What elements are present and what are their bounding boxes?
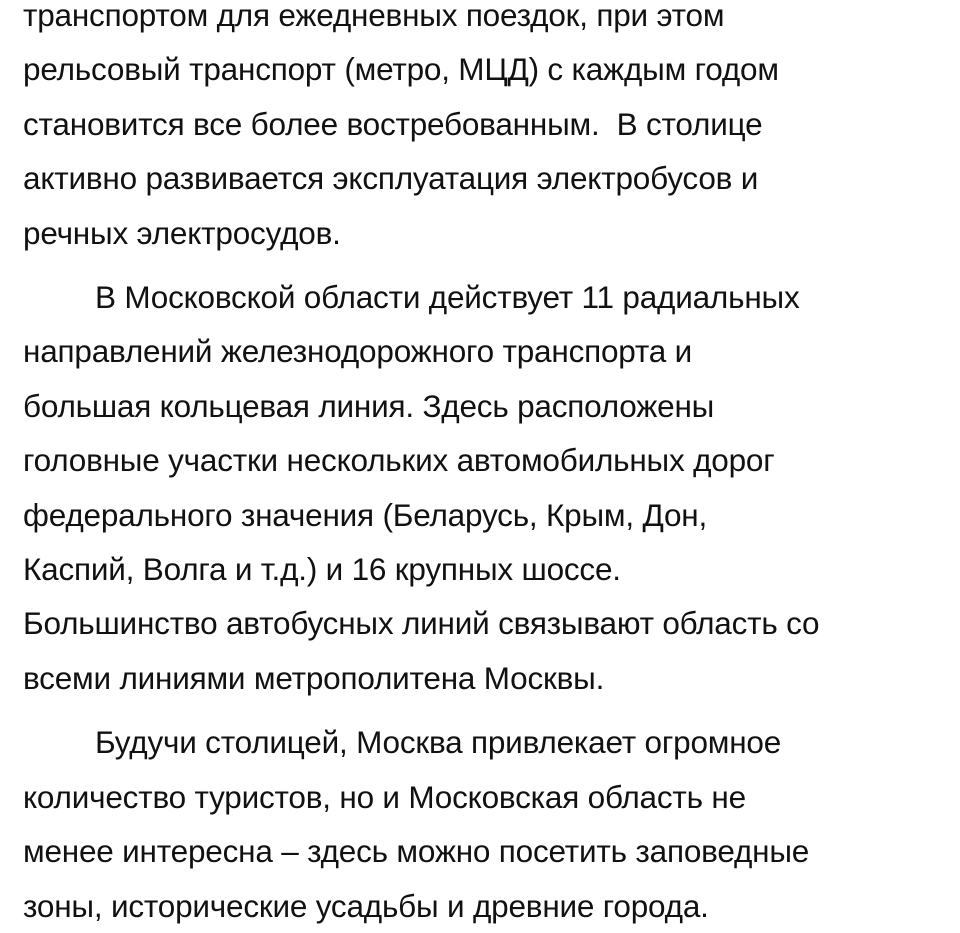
text-line: большая кольцевая линия. Здесь расположены	[23, 387, 715, 424]
text-line: Каспий, Волга и т.д.) и 16 крупных шоссе.	[23, 551, 621, 588]
text-line: всеми линиями метрополитена Москвы.	[23, 659, 605, 696]
text-line: зоны, исторические усадьбы и древние города.	[23, 887, 709, 924]
text-line: В Московской области действует 11 радиальных	[95, 279, 800, 316]
text-line: рельсовый транспорт (метро, МЦД) с каждым годом	[23, 51, 779, 88]
text-line: головные участки нескольких автомобильных дорог	[23, 442, 775, 479]
paragraph-transport	[23, 0, 955, 260]
text-line: Будучи столицей, Москва привлекает огромное	[95, 724, 782, 761]
text-line: транспортом для ежедневных поездок, при этом	[23, 0, 725, 33]
document-page	[23, 0, 955, 933]
text-line: менее интересна – здесь можно посетить заповедные	[23, 833, 810, 870]
text-line: активно развивается эксплуатация электробусов и	[23, 160, 759, 197]
text-line: количество туристов, но и Московская область не	[23, 778, 746, 815]
text-line: становится все более востребованным. В столице	[23, 105, 763, 142]
text-line: Большинство автобусных линий связывают область со	[23, 605, 820, 642]
text-line: речных электросудов.	[23, 214, 341, 251]
text-line: направлений железнодорожного транспорта и	[23, 333, 693, 370]
text-line: федерального значения (Беларусь, Крым, Дон,	[23, 496, 708, 533]
paragraph-moscow-region	[23, 270, 955, 705]
paragraph-tourism	[23, 715, 955, 933]
